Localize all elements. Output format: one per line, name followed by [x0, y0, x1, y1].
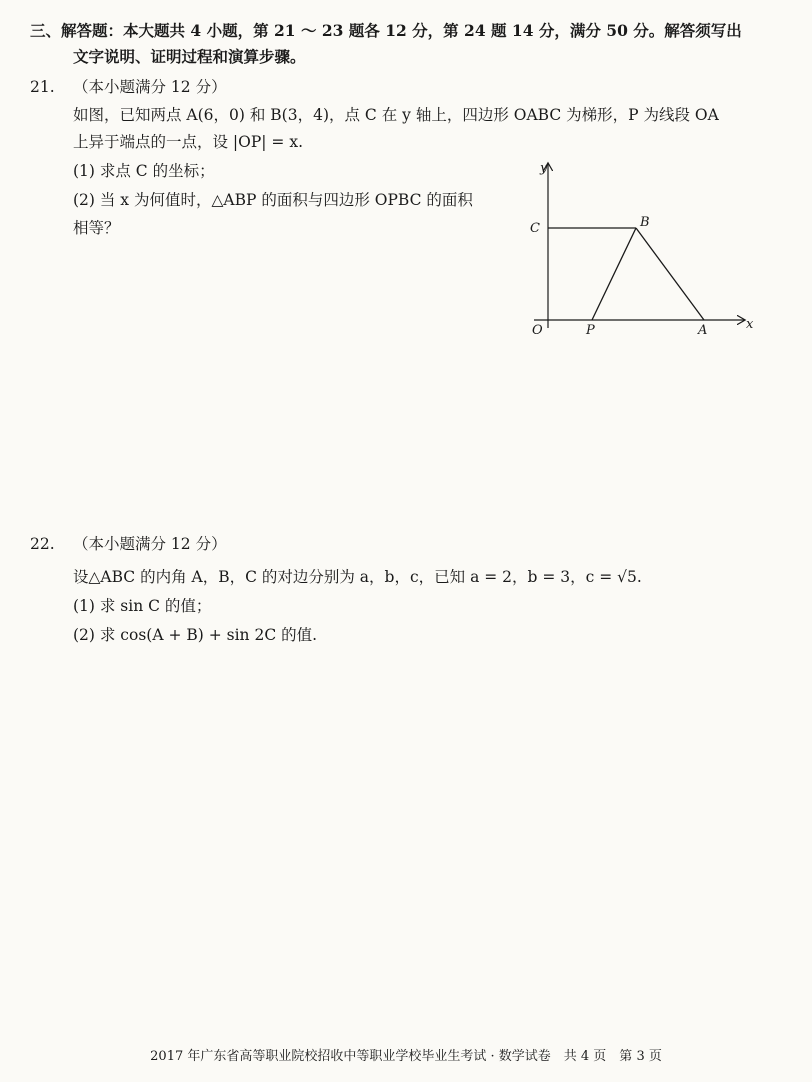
q22-header: （本小题满分 12 分）: [73, 535, 227, 553]
label-x: x: [746, 317, 754, 332]
q22-number: 22.: [30, 535, 55, 553]
q21-stem-line2: 上异于端点的一点，设 |OP| = x.: [73, 133, 304, 151]
q22-stem: 设△ABC 的内角 A，B，C 的对边分别为 a，b，c，已知 a = 2，b = 3，c = √5.: [73, 568, 642, 586]
segment-pb: [592, 228, 636, 320]
q21-part2-line2: 相等？: [73, 219, 120, 237]
q21-part1: (1) 求点 C 的坐标；: [73, 162, 215, 180]
section-title-continued: 文字说明、证明过程和演算步骤。: [73, 47, 306, 66]
label-c: C: [530, 221, 540, 236]
label-a: A: [698, 323, 708, 338]
q21-part2-line1: (2) 当 x 为何值时，△ABP 的面积与四边形 OPBC 的面积: [73, 191, 473, 209]
section-title: 三、解答题：本大题共 4 小题，第 21 ～ 23 题各 12 分，第 24 题 14 分，满分 50 分。解答须写出: [30, 21, 742, 40]
label-y: y: [540, 161, 548, 176]
trapezoid-figure: [512, 160, 762, 345]
q22-part1: (1) 求 sin C 的值；: [73, 597, 212, 615]
q21-number: 21.: [30, 78, 55, 96]
label-b: B: [640, 215, 650, 230]
segment-ba: [636, 228, 704, 320]
label-p: P: [586, 323, 595, 338]
q21-header: （本小题满分 12 分）: [73, 78, 227, 96]
q22-part2: (2) 求 cos(A + B) + sin 2C 的值.: [73, 626, 318, 644]
q21-stem-line1: 如图，已知两点 A(6，0) 和 B(3，4)，点 C 在 y 轴上，四边形 OABC 为梯形，P 为线段 OA: [73, 106, 719, 124]
page-footer: 2017 年广东省高等职业院校招收中等职业学校毕业生考试 · 数学试卷 共 4 页 第 3 页: [150, 1049, 662, 1064]
label-o: O: [532, 323, 543, 338]
